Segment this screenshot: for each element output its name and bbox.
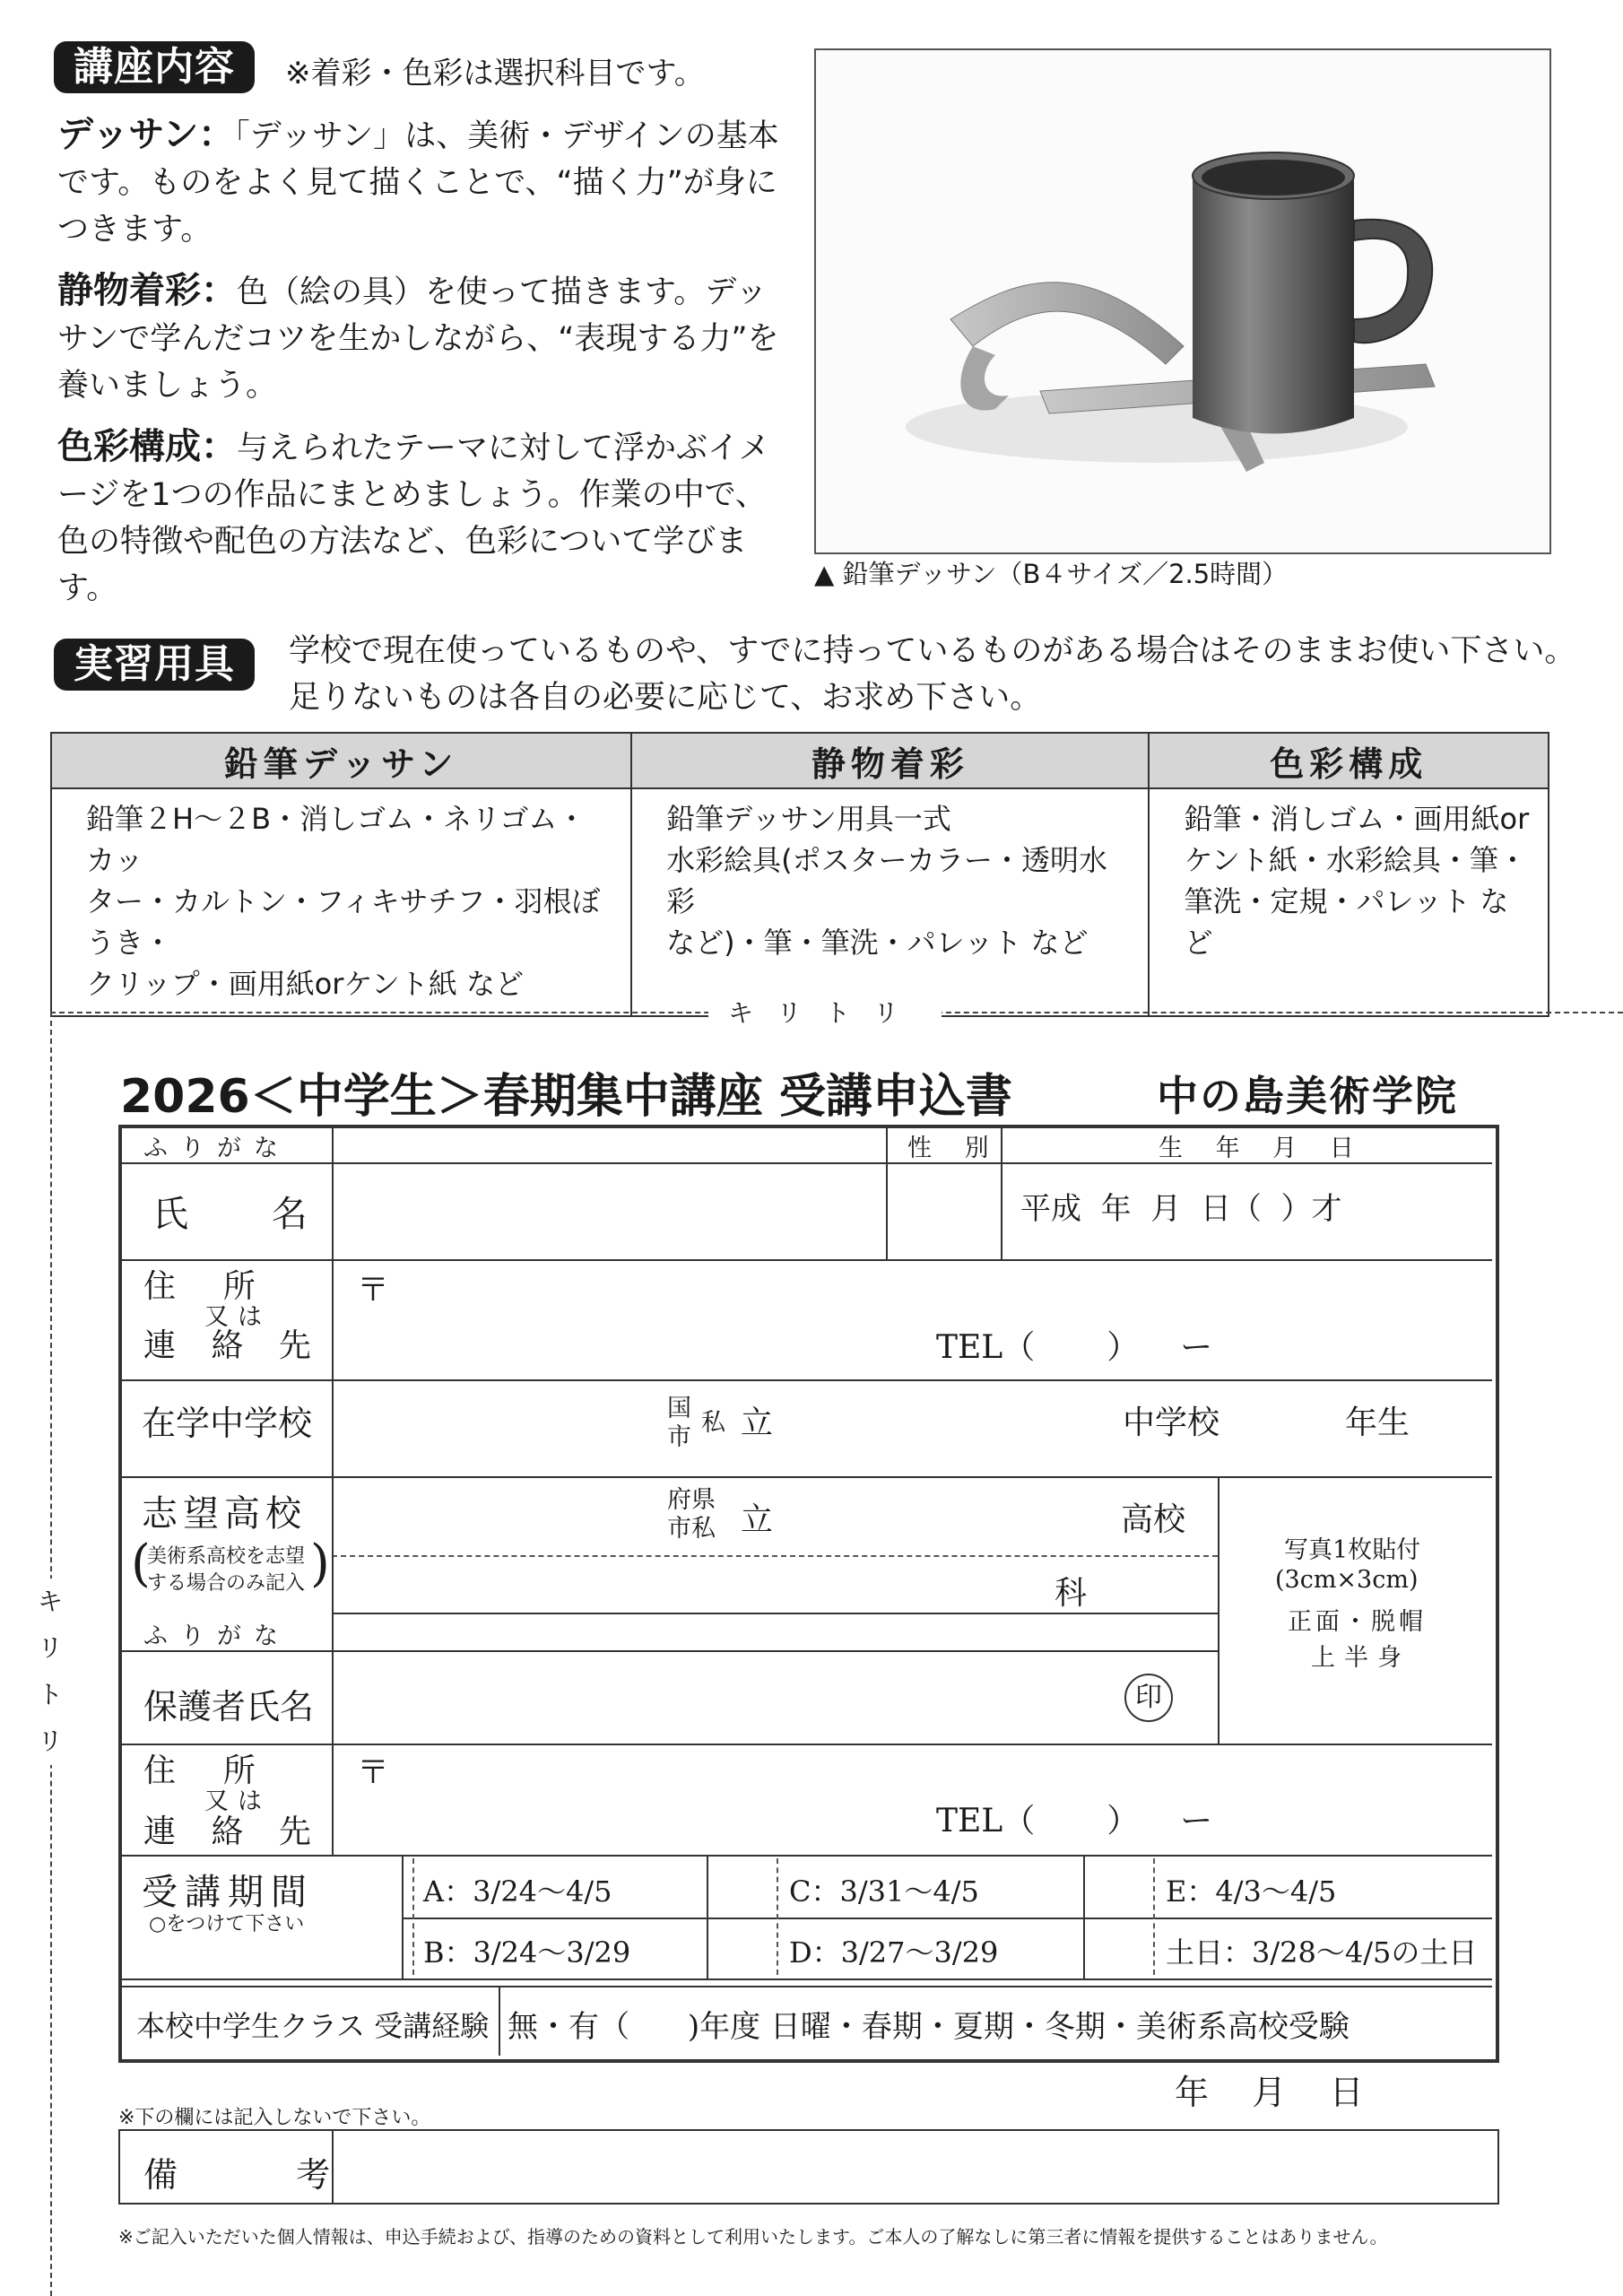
hope-note-1: 美術系高校を志望 bbox=[147, 1545, 306, 1568]
guardian-name-field[interactable] bbox=[334, 1654, 1105, 1742]
application-date[interactable]: 年 月 日 bbox=[1175, 2073, 1364, 2112]
period-option-b[interactable]: B：3/24〜3/29 bbox=[423, 1935, 631, 1970]
seal-mark: 印 bbox=[1124, 1674, 1173, 1722]
hs-label: 高校 bbox=[1121, 1501, 1186, 1538]
name-furigana-field[interactable] bbox=[334, 1128, 884, 1161]
photo-note-2: (3cm×3cm) bbox=[1275, 1566, 1419, 1594]
tel-field-2[interactable]: TEL（ ） ー bbox=[936, 1803, 1213, 1839]
address2-label-b: 又は bbox=[204, 1787, 271, 1815]
photo-note-1: 写真1枚貼付 bbox=[1284, 1536, 1421, 1564]
cut-label-side: キ リ ト リ bbox=[32, 1578, 68, 1765]
period-label: 受講期間 bbox=[142, 1872, 314, 1913]
supplies-cell-dessin: 鉛筆２H〜２B・消しゴム・ネリゴム・カッ ター・カルトン・フィキサチフ・羽根ぼうき・ クリップ・画用紙orケント紙 など bbox=[51, 788, 631, 1016]
address-label-b: 又は bbox=[204, 1303, 271, 1331]
kuni-label: 国 bbox=[667, 1395, 691, 1422]
course-note: ※着彩・色彩は選択科目です。 bbox=[285, 56, 705, 91]
period-option-d[interactable]: D：3/27〜3/29 bbox=[789, 1935, 999, 1970]
experience-field[interactable]: 無・有（ )年度 日曜・春期・夏期・冬期・美術系高校受験 bbox=[508, 2009, 1350, 2045]
shi-label: 市 bbox=[667, 1423, 691, 1451]
supplies-badge: 実習用具 bbox=[54, 639, 255, 691]
name-label: 氏 名 bbox=[152, 1194, 343, 1235]
ritsu-label: 立 bbox=[741, 1405, 774, 1441]
address2-label-c: 連 絡 先 bbox=[143, 1813, 324, 1850]
privacy-note: ※ご記入いただいた個人情報は、申込手続および、指導のための資料として利用いたします。ご本人の了解なしに第三者に情報を提供することはありません。 bbox=[118, 2226, 1388, 2248]
remarks-label: 備 考 bbox=[143, 2155, 385, 2195]
remarks-note: ※下の欄には記入しないで下さい。 bbox=[118, 2107, 431, 2129]
address2-label-a: 住 所 bbox=[143, 1752, 265, 1789]
birth-date-field[interactable]: 平成 年 月 日（ ）才 bbox=[1020, 1191, 1342, 1227]
address-label-c: 連 絡 先 bbox=[143, 1327, 324, 1364]
mug-sketch-illustration bbox=[816, 50, 1549, 552]
pencil-drawing-image bbox=[814, 48, 1551, 554]
postal-mark: 〒 bbox=[357, 1272, 390, 1309]
course-descriptions bbox=[57, 111, 785, 626]
cut-label-top: キリトリ bbox=[708, 994, 942, 1030]
image-caption: ▲ 鉛筆デッサン（B４サイズ／2.5時間） bbox=[814, 559, 1289, 589]
ka-label: 科 bbox=[1055, 1575, 1088, 1612]
photo-note-3: 正面・脱帽 bbox=[1288, 1608, 1427, 1636]
name-field[interactable] bbox=[334, 1166, 884, 1257]
jhs-label: 中学校 bbox=[1123, 1405, 1220, 1441]
supplies-head-still-life: 静物着彩 bbox=[631, 733, 1149, 788]
address-label-a: 住 所 bbox=[143, 1268, 265, 1305]
hope-school-label: 志望高校 bbox=[142, 1493, 307, 1535]
course-badge: 講座内容 bbox=[54, 41, 255, 93]
hope-note-2: する場合のみ記入 bbox=[147, 1572, 306, 1595]
period-option-c[interactable]: C：3/31〜4/5 bbox=[789, 1874, 979, 1909]
grade-label: 年生 bbox=[1345, 1405, 1410, 1441]
experience-label: 本校中学生クラス 受講経験 bbox=[136, 2009, 490, 2043]
supplies-table bbox=[50, 732, 1549, 1017]
supplies-cell-color: 鉛筆・消しゴム・画用紙or ケント紙・水彩絵具・筆・ 筆洗・定規・パレット など bbox=[1149, 788, 1549, 1016]
fuken-label: 府県 bbox=[667, 1486, 716, 1514]
tel-field[interactable]: TEL（ ） ー bbox=[936, 1329, 1213, 1366]
form-title: 2026＜中学生＞春期集中講座 受講申込書 bbox=[120, 1070, 1012, 1124]
birth-label: 生 年 月 日 bbox=[1159, 1135, 1367, 1162]
ritsu-label-2: 立 bbox=[741, 1501, 774, 1538]
course-item-dessin: デッサン：「デッサン」は、美術・デザインの基本です。ものをよく見て描くことで、“描く力”が身につきます。 bbox=[57, 114, 779, 248]
supplies-header-row bbox=[51, 733, 1549, 788]
shishi-label: 市私 bbox=[667, 1515, 716, 1543]
postal-mark-2: 〒 bbox=[357, 1754, 390, 1791]
supplies-cell-still-life: 鉛筆デッサン用具一式 水彩絵具(ポスターカラー・透明水彩 など)・筆・筆洗・パレット など bbox=[631, 788, 1149, 1016]
furigana-label: ふりがな bbox=[143, 1135, 291, 1162]
period-option-a[interactable]: A：3/24〜4/5 bbox=[423, 1874, 612, 1909]
guardian-label: 保護者氏名 bbox=[143, 1687, 315, 1726]
current-school-label: 在学中学校 bbox=[142, 1404, 313, 1443]
gender-label: 性 別 bbox=[907, 1135, 1002, 1162]
supplies-body-row bbox=[51, 788, 1549, 1016]
photo-area[interactable] bbox=[1219, 1478, 1490, 1742]
supplies-head-dessin: 鉛筆デッサン bbox=[51, 733, 631, 788]
photo-note-4: 上半身 bbox=[1311, 1644, 1410, 1672]
supplies-head-color: 色彩構成 bbox=[1149, 733, 1549, 788]
period-note: ○をつけて下さい bbox=[149, 1913, 305, 1935]
private-label: 私 bbox=[701, 1409, 725, 1437]
course-item-color: 色彩構成：与えられたテーマに対して浮かぶイメージを1つの作品にまとめましょう。作業の中で、色の特徴や配色の方法など、色彩について学びます。 bbox=[57, 426, 770, 606]
period-option-weekend[interactable]: 土日：3/28〜4/5の土日 bbox=[1166, 1935, 1478, 1970]
school-name: 中の島美術学院 bbox=[1157, 1072, 1458, 1120]
course-item-still-life: 静物着彩：色（絵の具）を使って描きます。デッサンで学んだコツを生かしながら、“表現する力”を養いましょう。 bbox=[57, 270, 779, 404]
guardian-furigana-label: ふりがな bbox=[143, 1622, 291, 1650]
period-option-e[interactable]: E：4/3〜4/5 bbox=[1166, 1874, 1337, 1909]
supplies-intro: 学校で現在使っているものや、すでに持っているものがある場合はそのままお使い下さい。 足りないものは各自の必要に応じて、お求め下さい。 bbox=[289, 633, 1576, 716]
gender-field[interactable] bbox=[888, 1166, 999, 1257]
